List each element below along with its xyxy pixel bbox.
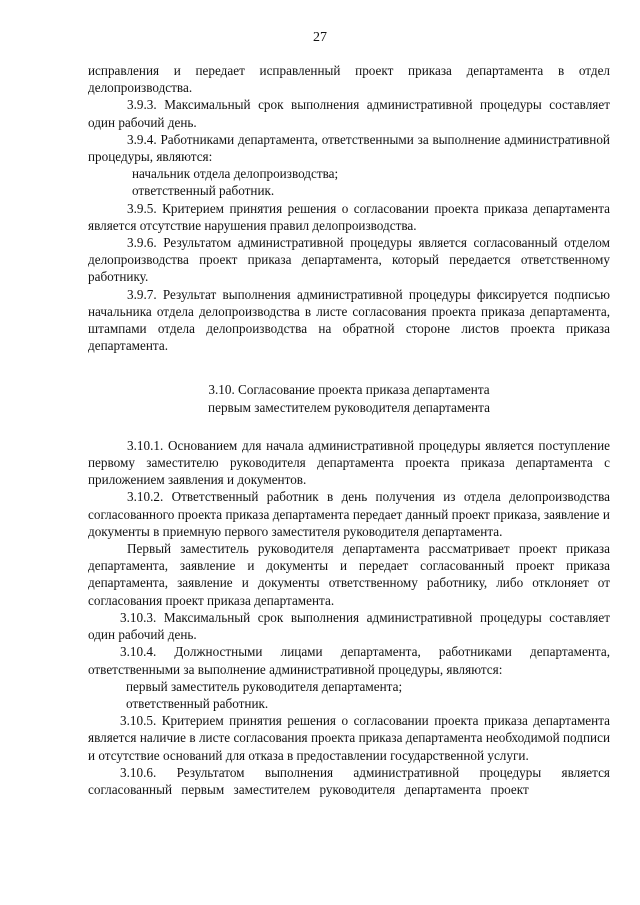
section-heading-line: 3.10. Согласование проекта приказа департамента bbox=[208, 382, 490, 398]
section-heading-3-10 bbox=[88, 381, 610, 415]
document-body bbox=[88, 62, 610, 798]
paragraph-3-10-6: 3.10.6. Результатом выполнения административной процедуры является согласованный первым заместителем руководителя департамента проект bbox=[88, 764, 610, 797]
page-number: 27 bbox=[313, 30, 327, 45]
paragraph: исправления и передает исправленный проект приказа департамента в отдел делопроизводства. bbox=[88, 63, 610, 96]
paragraph-3-9-7: 3.9.7. Результат выполнения административной процедуры фиксируется подписью начальника отдела делопроизводства в листе согласования проекта приказа департамента, штампами отдела делопроизводства на обратной стороне листов проекта приказа департамента. bbox=[88, 286, 610, 354]
paragraph-3-10-5: 3.10.5. Критерием принятия решения о согласовании проекта приказа департамента является наличие в листе согласования проекта приказа департамента необходимой подписи и отсутствие оснований для отказа в предоставлении государственной услуги. bbox=[88, 713, 610, 763]
list-item: начальник отдела делопроизводства; bbox=[132, 166, 339, 182]
paragraph-3-9-5: 3.9.5. Критерием принятия решения о согласовании проекта приказа департамента является отсутствие нарушения правил делопроизводства. bbox=[88, 200, 610, 233]
paragraph-3-9-4: 3.9.4. Работниками департамента, ответственными за выполнение административной процедуры, являются: bbox=[88, 131, 610, 165]
list-item: ответственный работник. bbox=[126, 695, 269, 711]
paragraph-3-10-2: 3.10.2. Ответственный работник в день получения из отдела делопроизводства согласованного проекта приказа департамента передает данный проект приказа, заявление и документы в приемную первого заместителя руководителя департамента. bbox=[88, 489, 610, 539]
paragraph-3-10-4: 3.10.4. Должностными лицами департамента, работниками департамента, ответственными за выполнение административной процедуры, являются: bbox=[88, 644, 610, 677]
paragraph-3-10-3: 3.10.3. Максимальный срок выполнения административной процедуры составляет один рабочий день. bbox=[88, 609, 610, 643]
list-item: первый заместитель руководителя департамента; bbox=[126, 678, 403, 694]
paragraph-3-10-1: 3.10.1. Основанием для начала административной процедуры является поступление первому заместителю руководителя департамента проекта приказа департамента с приложением заявления и документов. bbox=[88, 437, 610, 488]
paragraph-3-9-3: 3.9.3. Максимальный срок выполнения административной процедуры составляет один рабочий день. bbox=[88, 97, 610, 130]
list-item: ответственный работник. bbox=[132, 183, 275, 199]
paragraph-3-9-6: 3.9.6. Результатом административной процедуры является согласованный отделом делопроизводства проект приказа департамента, который передается ответственному работнику. bbox=[88, 235, 610, 285]
section-heading-line: первым заместителем руководителя департамента bbox=[208, 399, 490, 415]
paragraph: Первый заместитель руководителя департамента рассматривает проект приказа департамента, заявление и документы и передает согласованный проект приказа департамента, заявление и документы ответственному работнику, либо отклоняет от согласования проект приказа департамента. bbox=[88, 541, 610, 608]
